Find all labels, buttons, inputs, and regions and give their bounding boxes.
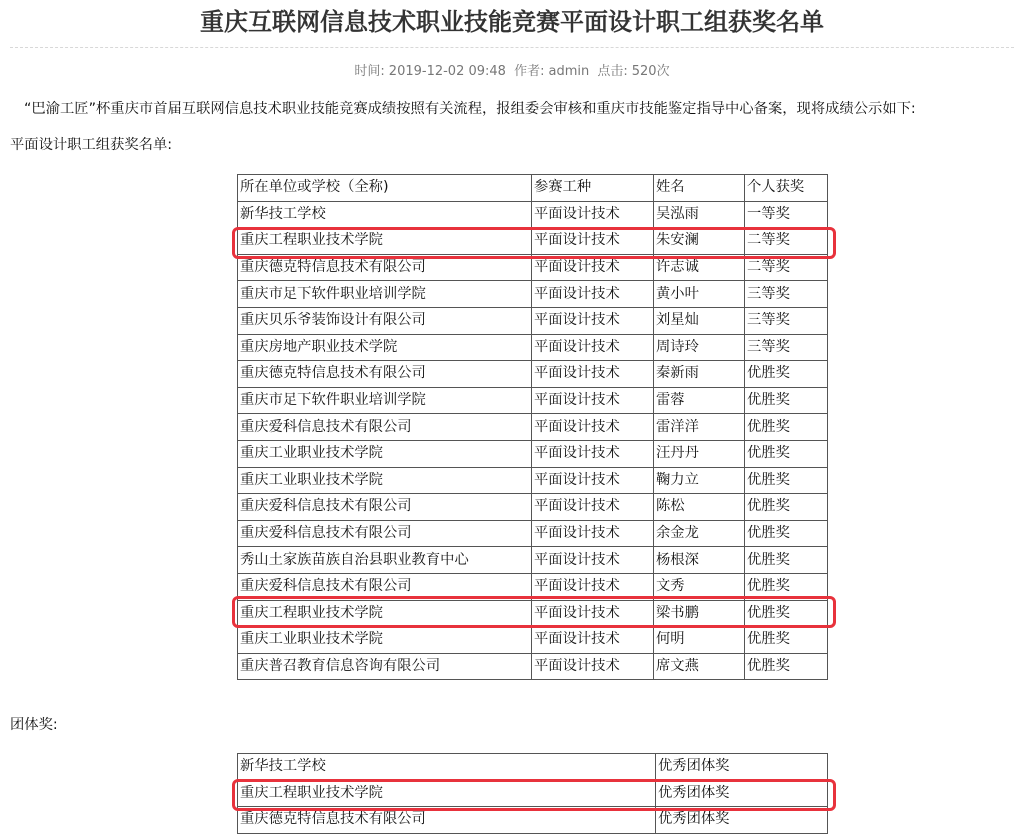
table-row [238, 201, 828, 228]
intro-paragraph: “巴渝工匠”杯重庆市首届互联网信息技术职业技能竞赛成绩按照有关流程，报组委会审核和重庆市技能鉴定指导中心备案，现将成绩公示如下: [24, 101, 916, 117]
unit-cell: 重庆爱科信息技术有限公司 [238, 414, 532, 441]
name-cell: 陈松 [654, 494, 745, 521]
column-header: 参赛工种 [532, 175, 654, 202]
table-row [238, 494, 828, 521]
unit-cell: 重庆德克特信息技术有限公司 [238, 807, 656, 834]
award-cell: 优胜奖 [745, 653, 828, 680]
unit-cell: 重庆普召教育信息咨询有限公司 [238, 653, 532, 680]
name-cell: 汪丹丹 [654, 440, 745, 467]
table-row [238, 807, 828, 834]
table-row [238, 627, 828, 654]
job-type-cell: 平面设计技术 [532, 414, 654, 441]
award-cell: 优胜奖 [745, 520, 828, 547]
award-cell: 优胜奖 [745, 387, 828, 414]
award-cell: 三等奖 [745, 334, 828, 361]
job-type-cell: 平面设计技术 [532, 627, 654, 654]
table-header-row [238, 175, 828, 202]
name-cell: 周诗玲 [654, 334, 745, 361]
award-cell: 优胜奖 [745, 440, 828, 467]
job-type-cell: 平面设计技术 [532, 440, 654, 467]
team-awards-table [237, 753, 828, 834]
individual-awards-table [237, 174, 828, 680]
name-cell: 吴泓雨 [654, 201, 745, 228]
unit-cell: 重庆德克特信息技术有限公司 [238, 361, 532, 388]
unit-cell: 新华技工学校 [238, 754, 656, 781]
table-row [238, 228, 828, 255]
unit-cell: 重庆市足下软件职业培训学院 [238, 281, 532, 308]
award-cell: 二等奖 [745, 228, 828, 255]
table-row [238, 754, 828, 781]
time-label: 时间: [354, 64, 385, 79]
author-label: 作者: [514, 64, 545, 79]
table-row [238, 387, 828, 414]
table-row [238, 254, 828, 281]
job-type-cell: 平面设计技术 [532, 387, 654, 414]
award-cell: 优胜奖 [745, 573, 828, 600]
award-cell: 优胜奖 [745, 600, 828, 627]
name-cell: 杨根深 [654, 547, 745, 574]
job-type-cell: 平面设计技术 [532, 467, 654, 494]
author-value: admin [548, 64, 590, 79]
name-cell: 雷洋洋 [654, 414, 745, 441]
unit-cell: 重庆工程职业技术学院 [238, 228, 532, 255]
job-type-cell: 平面设计技术 [532, 547, 654, 574]
job-type-cell: 平面设计技术 [532, 494, 654, 521]
title-divider [10, 47, 1014, 48]
name-cell: 雷蓉 [654, 387, 745, 414]
unit-cell: 秀山土家族苗族自治县职业教育中心 [238, 547, 532, 574]
name-cell: 秦新雨 [654, 361, 745, 388]
team-heading: 团体奖: [10, 717, 58, 733]
table-row [238, 440, 828, 467]
individual-awards-body [238, 175, 828, 680]
table-row [238, 334, 828, 361]
individual-heading: 平面设计职工组获奖名单: [10, 137, 173, 153]
unit-cell: 新华技工学校 [238, 201, 532, 228]
award-cell: 优胜奖 [745, 414, 828, 441]
job-type-cell: 平面设计技术 [532, 281, 654, 308]
unit-cell: 重庆爱科信息技术有限公司 [238, 520, 532, 547]
name-cell: 文秀 [654, 573, 745, 600]
award-cell: 三等奖 [745, 281, 828, 308]
table-row [238, 281, 828, 308]
article-title: 重庆互联网信息技术职业技能竞赛平面设计职工组获奖名单 [200, 8, 824, 36]
unit-cell: 重庆工程职业技术学院 [238, 780, 656, 807]
job-type-cell: 平面设计技术 [532, 254, 654, 281]
job-type-cell: 平面设计技术 [532, 334, 654, 361]
name-cell: 刘星灿 [654, 307, 745, 334]
name-cell: 朱安澜 [654, 228, 745, 255]
name-cell: 梁书鹏 [654, 600, 745, 627]
unit-cell: 重庆工业职业技术学院 [238, 440, 532, 467]
unit-cell: 重庆工业职业技术学院 [238, 467, 532, 494]
job-type-cell: 平面设计技术 [532, 307, 654, 334]
unit-cell: 重庆贝乐爷装饰设计有限公司 [238, 307, 532, 334]
name-cell: 席文燕 [654, 653, 745, 680]
column-header: 所在单位或学校（全称) [238, 175, 532, 202]
job-type-cell: 平面设计技术 [532, 228, 654, 255]
table-row [238, 653, 828, 680]
job-type-cell: 平面设计技术 [532, 361, 654, 388]
name-cell: 许志诚 [654, 254, 745, 281]
job-type-cell: 平面设计技术 [532, 600, 654, 627]
table-row [238, 414, 828, 441]
unit-cell: 重庆房地产职业技术学院 [238, 334, 532, 361]
column-header: 个人获奖 [745, 175, 828, 202]
table-row [238, 307, 828, 334]
award-cell: 优胜奖 [745, 627, 828, 654]
award-cell: 优秀团体奖 [656, 780, 828, 807]
unit-cell: 重庆德克特信息技术有限公司 [238, 254, 532, 281]
clicks-value: 520次 [631, 64, 670, 79]
time-value: 2019-12-02 09:48 [388, 64, 506, 79]
award-cell: 三等奖 [745, 307, 828, 334]
table-row [238, 547, 828, 574]
job-type-cell: 平面设计技术 [532, 520, 654, 547]
clicks-label: 点击: [597, 64, 628, 79]
name-cell: 余金龙 [654, 520, 745, 547]
table-row [238, 361, 828, 388]
award-cell: 优胜奖 [745, 361, 828, 388]
name-cell: 黄小叶 [654, 281, 745, 308]
table-row [238, 520, 828, 547]
table-row [238, 467, 828, 494]
award-cell: 优胜奖 [745, 494, 828, 521]
unit-cell: 重庆爱科信息技术有限公司 [238, 573, 532, 600]
award-cell: 优胜奖 [745, 547, 828, 574]
award-cell: 二等奖 [745, 254, 828, 281]
name-cell: 何明 [654, 627, 745, 654]
table-row [238, 600, 828, 627]
column-header: 姓名 [654, 175, 745, 202]
unit-cell: 重庆爱科信息技术有限公司 [238, 494, 532, 521]
job-type-cell: 平面设计技术 [532, 201, 654, 228]
award-cell: 优胜奖 [745, 467, 828, 494]
award-cell: 优秀团体奖 [656, 754, 828, 781]
article-meta [0, 60, 1024, 79]
table-row [238, 573, 828, 600]
job-type-cell: 平面设计技术 [532, 653, 654, 680]
name-cell: 鞠力立 [654, 467, 745, 494]
award-cell: 优秀团体奖 [656, 807, 828, 834]
unit-cell: 重庆市足下软件职业培训学院 [238, 387, 532, 414]
unit-cell: 重庆工程职业技术学院 [238, 600, 532, 627]
award-cell: 一等奖 [745, 201, 828, 228]
unit-cell: 重庆工业职业技术学院 [238, 627, 532, 654]
job-type-cell: 平面设计技术 [532, 573, 654, 600]
table-row [238, 780, 828, 807]
team-awards-body [238, 754, 828, 834]
